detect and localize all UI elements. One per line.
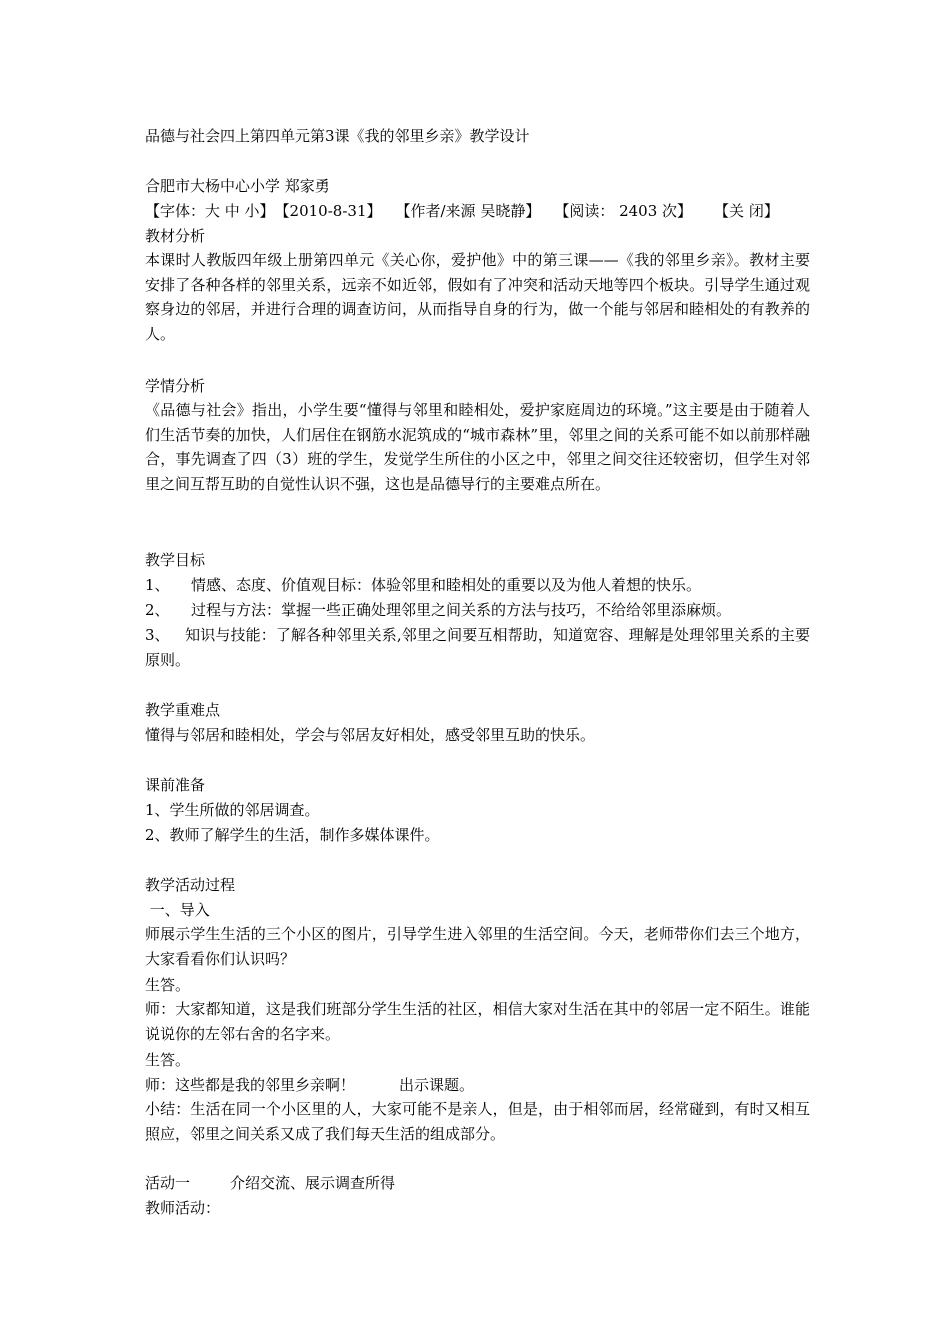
objective-text: 情感、态度、价值观目标：体验邻里和睦相处的重要以及为他人着想的快乐。 [191, 576, 702, 594]
student-answer: 生答。 [145, 1051, 191, 1069]
font-size-control[interactable]: 【字体：大 中 小】 [145, 202, 275, 220]
author-source: 【作者/来源 吴晓静】 [395, 202, 541, 220]
section-body-material: 本课时人教版四年级上册第四单元《关心你，爱护他》中的第三课——《我的邻里乡亲》。教材主要安排了各种各样的邻里关系，远亲不如近邻，假如有了冲突和活动天地等四个板块。引导学生通过观察身边的邻居，并进行合理的调查访问，从而指导自身的行为，做一个能与邻居和睦相处的有教养的人。 [145, 251, 810, 343]
activity-label: 活动一 [145, 1174, 191, 1192]
objective-item [145, 598, 810, 622]
close-link[interactable]: 【关 闭】 [714, 202, 779, 220]
objective-item [145, 623, 810, 672]
summary-paragraph: 小结：生活在同一个小区里的人，大家可能不是亲人，但是，由于相邻而居，经常碰到，有时又相互照应，邻里之间关系又成了我们每天生活的组成部分。 [145, 1100, 810, 1143]
process-paragraph: 师展示学生生活的三个小区的图片，引导学生进入邻里的生活空间。今天，老师带你们去三个地方，大家看看你们认识吗？ [145, 925, 810, 968]
section-heading-students: 学情分析 [145, 377, 206, 395]
section-heading-material: 教材分析 [145, 227, 206, 245]
section-heading-process: 教学活动过程 [145, 876, 236, 894]
preparation-item: 1、学生所做的邻居调查。 [145, 801, 320, 819]
section-body-students: 《品德与社会》指出，小学生要“懂得与邻里和睦相处，爱护家庭周边的环境。”这主要是由于随着人们生活节奏的加快，人们居住在钢筋水泥筑成的“城市森林”里，邻里之间的关系可能不如以前那样融合，事先调查了四（3）班的学生，发觉学生所住的小区之中，邻里之间交往还较密切，但学生对邻里之间互帮互助的自觉性认识不强，这也是品德导行的主要难点所在。 [145, 401, 810, 493]
document-title: 品德与社会四上第四单元第3课《我的邻里乡亲》教学设计 [145, 127, 530, 145]
activity-title: 介绍交流、展示调查所得 [230, 1174, 396, 1192]
section-heading-preparation: 课前准备 [145, 776, 206, 794]
process-paragraph [145, 1073, 810, 1097]
objective-text: 过程与方法：掌握一些正确处理邻里之间关系的方法与技巧，不给给邻里添麻烦。 [191, 601, 732, 619]
activity-heading [145, 1171, 810, 1195]
show-title-note: 出示课题。 [399, 1076, 475, 1094]
objective-text: 知识与技能：了解各种邻里关系,邻里之间要互相帮助，知道宽容、理解是处理邻里关系的主要原则。 [145, 626, 810, 669]
publish-date: 【2010-8-31】 [274, 202, 382, 220]
author-line: 合肥市大杨中心小学 郑家勇 [145, 177, 330, 195]
objective-number: 1、 [145, 576, 170, 594]
teacher-line: 师：这些都是我的邻里乡亲啊！ [145, 1076, 356, 1094]
section-heading-keypoints: 教学重难点 [145, 701, 221, 719]
process-paragraph: 师：大家都知道，这是我们班部分学生生活的社区，相信大家对生活在其中的邻居一定不陌生。谁能说说你的左邻右舍的名字来。 [145, 1000, 810, 1043]
article-meta-bar [145, 199, 810, 223]
objective-number: 2、 [145, 601, 170, 619]
teacher-activity-label: 教师活动： [145, 1199, 221, 1217]
objective-item [145, 573, 810, 597]
section-heading-objectives: 教学目标 [145, 551, 206, 569]
intro-heading: 一、导入 [145, 901, 210, 919]
student-answer: 生答。 [145, 976, 191, 994]
read-count: 【阅读： 2403 次】 [554, 202, 693, 220]
objective-number: 3、 [145, 626, 170, 644]
section-body-keypoints: 懂得与邻居和睦相处，学会与邻居友好相处，感受邻里互助的快乐。 [145, 726, 596, 744]
preparation-item: 2、教师了解学生的生活，制作多媒体课件。 [145, 826, 440, 844]
